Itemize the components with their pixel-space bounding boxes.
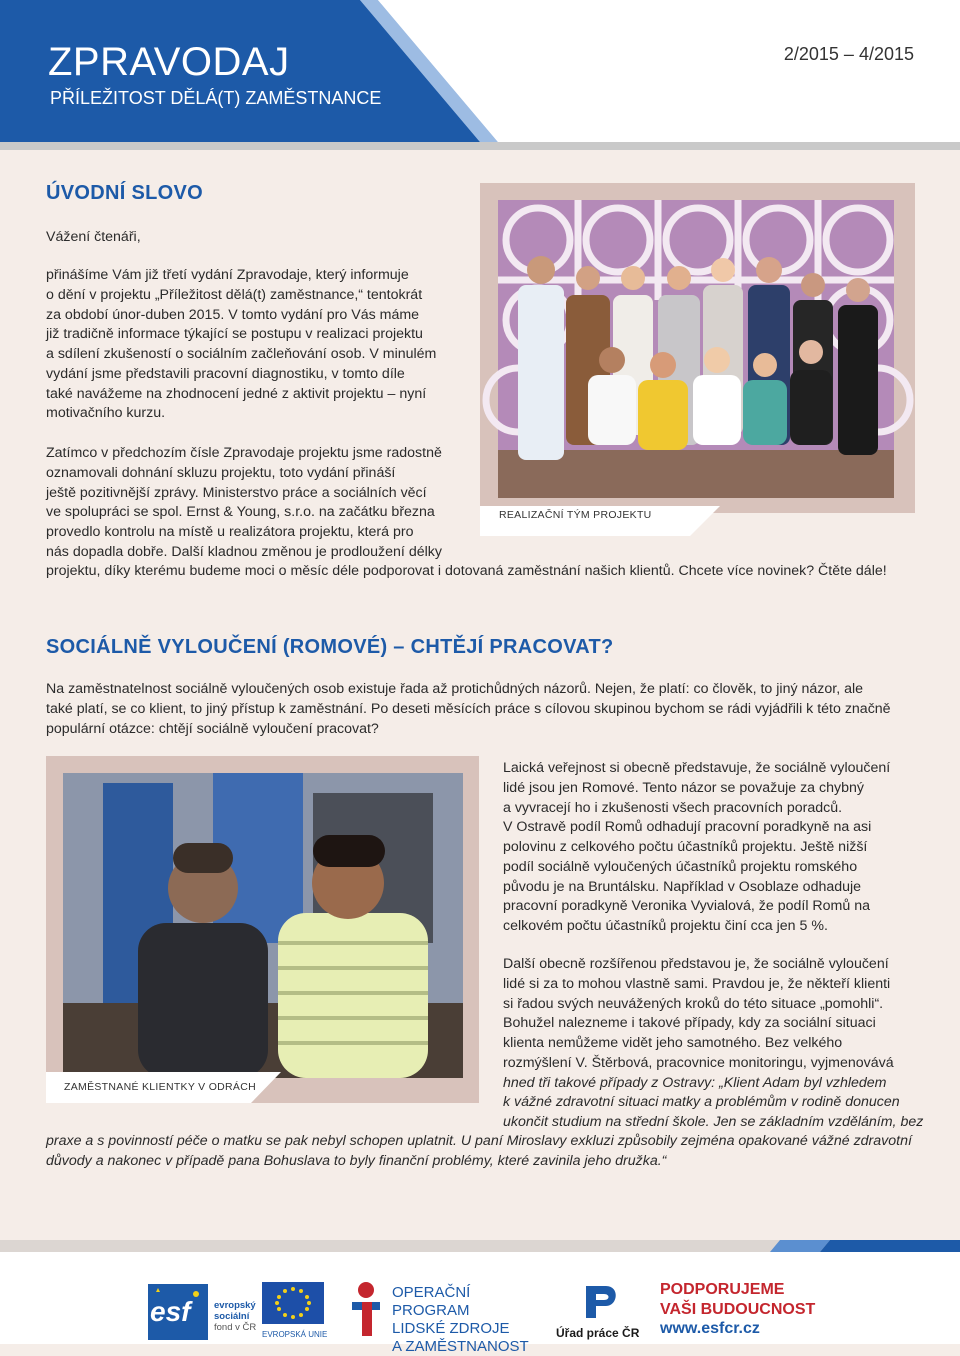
intro-closing-line: projektu, díky kterému budeme moci o měsíc déle podporovat i dotovaná zaměstnání našich klientů. Chcete více novinek? Čtěte dále! — [46, 563, 887, 579]
article-line: a vyvracejí ho i zkušenosti všech pracovních poradců. — [503, 799, 843, 816]
intro-line: za období únor-duben 2015. V tomto vydání pro Vás máme — [46, 306, 420, 323]
page-footer — [0, 1252, 960, 1355]
esf-url-link[interactable]: www.esfcr.cz — [660, 1320, 760, 1337]
intro-line: ve spolupráci se spol. Ernst & Young, s.r.o. na začátku března — [46, 504, 435, 521]
article-lead — [46, 680, 926, 739]
article-line: V Ostravě podíl Romů odhadují pracovní poradkyně na asi — [503, 819, 872, 836]
lead-line: Na zaměstnatelnost sociálně vyloučených osob existuje řada až protichůdných názorů. Nejen, že platí: co člověk, to jiný názor, ale — [46, 681, 864, 697]
intro-line: a sdílení zkušeností o sociálním začleňování osob. V minulém — [46, 346, 437, 362]
intro-line: také navážeme na zhodnocení jedné z aktivit projektu – nyní — [46, 385, 427, 402]
intro-line: provedlo kontrolu na místě u realizátora projektu, která pro — [46, 524, 414, 540]
article-line: si řadou svých neuvážených kroků do této situace „pomohli“. — [503, 995, 884, 1012]
op-logo — [348, 1280, 548, 1355]
article-line: Laická veřejnost si obecně představuje, že sociálně vyloučení — [503, 760, 891, 776]
op-title — [392, 1284, 548, 1356]
article-line: lidé si za to mohou vlastně sami. Pravdou je, že někteří klienti — [503, 975, 891, 992]
intro-line: přinášíme Vám již třetí vydání Zpravodaje, který informuje — [46, 267, 409, 283]
issue-period: 2/2015 – 4/2015 — [783, 44, 914, 64]
intro-paragraph-1 — [46, 266, 466, 424]
newsletter-title: ZPRAVODAJ — [48, 40, 290, 84]
eu-flag-icon — [262, 1282, 324, 1324]
article-line: klienta nemůžeme vidět jeho samotného. Bez velkého — [503, 1035, 843, 1051]
article-line: k vážné zdravotní situaci matky a problémům v rodině donucen — [503, 1094, 900, 1111]
greeting: Vážení čtenáři, — [46, 229, 141, 245]
urad-prace-label: Úřad práce ČR — [556, 1326, 640, 1340]
support-logo — [660, 1280, 840, 1344]
article-closing — [46, 1132, 926, 1172]
article-line: podíl sociálně vyloučených účastníků projektu romského — [503, 858, 858, 875]
article-line: polovinu z celkového počtu účastníků projektu. Ještě nižší — [503, 839, 868, 855]
intro-line: ještě pozitivnější zprávy. Ministerstvo práce a sociálních věcí — [46, 484, 427, 501]
article-line: ukončit studium na střední škole. Jen se základním vzděláním, bez — [503, 1114, 924, 1130]
page-header — [0, 0, 960, 142]
support-title-line: PODPORUJEME — [660, 1281, 785, 1298]
article-line: důvody a nakonec v případě pana Bohuslava to byly finanční problémy, které zavinila jeho družka.“ — [46, 1152, 667, 1169]
clients-photo — [63, 773, 463, 1078]
article-line: Bohužel nalezneme i takové případy, kdy za sociální situaci — [503, 1015, 876, 1032]
esf-caption-line: fond v ČR — [214, 1322, 257, 1333]
clients-photo-caption: ZAMĚSTNANÉ KLIENTKY V ODRÁCH — [64, 1081, 256, 1093]
article-line: celkovém počtu účastníků projektu činí cca jen 5 %. — [503, 918, 828, 934]
urad-prace-mark-icon — [580, 1282, 626, 1322]
op-title-line: OPERAČNÍ PROGRAM — [392, 1284, 471, 1319]
esf-wordmark: esf — [150, 1296, 191, 1327]
footer-divider — [0, 1240, 960, 1252]
op-figure-icon — [348, 1280, 386, 1340]
support-title-line: VAŠI BUDOUCNOST — [660, 1301, 816, 1318]
article-line: lidé jsou jen Romové. Tento názor se považuje za chybný — [503, 779, 864, 796]
eu-logo — [262, 1282, 342, 1342]
intro-paragraph-2 — [46, 444, 486, 563]
urad-prace-logo — [556, 1282, 646, 1342]
intro-heading: ÚVODNÍ SLOVO — [46, 182, 203, 204]
article-line: pracovní poradkyně Veronika Vyvialová, že podíl Romů na — [503, 898, 870, 915]
intro-line: motivačního kurzu. — [46, 405, 166, 422]
article-heading: SOCIÁLNĚ VYLOUČENÍ (ROMOVÉ) – CHTĚJÍ PRACOVAT? — [46, 636, 614, 658]
esf-caption-line: evropský — [214, 1300, 256, 1311]
esf-caption-line: sociální — [214, 1311, 250, 1322]
op-title-line: A ZAMĚSTNANOST — [392, 1338, 529, 1355]
article-paragraph-1 — [503, 759, 923, 937]
intro-line: oznamovali dohnání skluzu projektu, toto vydání přináší — [46, 464, 396, 481]
eu-label: EVROPSKÁ UNIE — [262, 1330, 328, 1339]
article-paragraph-2 — [503, 955, 923, 1133]
intro-line: vydání jsme představili pracovní diagnostiku, v tomto díle — [46, 365, 405, 382]
op-title-line: LIDSKÉ ZDROJE — [392, 1320, 510, 1337]
project-name: PŘÍLEŽITOST DĚLÁ(T) ZAMĚSTNANCE — [50, 88, 382, 108]
intro-line: o dění v projektu „Příležitost dělá(t) zaměstnance,“ tentokrát — [46, 286, 423, 303]
lead-line: populární otázce: chtějí sociálně vyloučení pracovat? — [46, 720, 379, 737]
article-line: původu je na Bruntálsku. Například v Osoblaze odhaduje — [503, 878, 862, 895]
esf-caption — [214, 1300, 256, 1333]
article-line: rozmýšlení V. Štěrbová, pracovnice monitoringu, vyjmenovává — [503, 1054, 894, 1071]
article-line: praxe a s povinností péče o matku se pak nebyl schopen uplatnit. U paní Miroslavy exkluzi způsobily zejména opakované vážné zdravotní — [46, 1133, 912, 1149]
support-title — [660, 1280, 840, 1320]
header-divider — [0, 142, 960, 150]
team-photo — [498, 200, 894, 498]
team-photo-caption: REALIZAČNÍ TÝM PROJEKTU — [499, 509, 652, 521]
article-line: hned tři takové případy z Ostravy: „Klient Adam byl vzhledem — [503, 1074, 887, 1091]
intro-line: nás dopadla dobře. Další kladnou změnou je prodloužení délky — [46, 543, 442, 560]
lead-line: také platí, se co klient, to jiný přístup k zaměstnání. Po deseti měsících práce s cílovou skupinou bychom se rádi vyjádřili k této značně — [46, 700, 891, 717]
intro-line: Zatímco v předchozím čísle Zpravodaje projektu jsme radostně — [46, 445, 442, 461]
article-line: Další obecně rozšířenou představou je, že sociálně vyloučení — [503, 956, 889, 972]
intro-line: již tradičně informace týkající se postupu v realizaci projektu — [46, 326, 423, 343]
